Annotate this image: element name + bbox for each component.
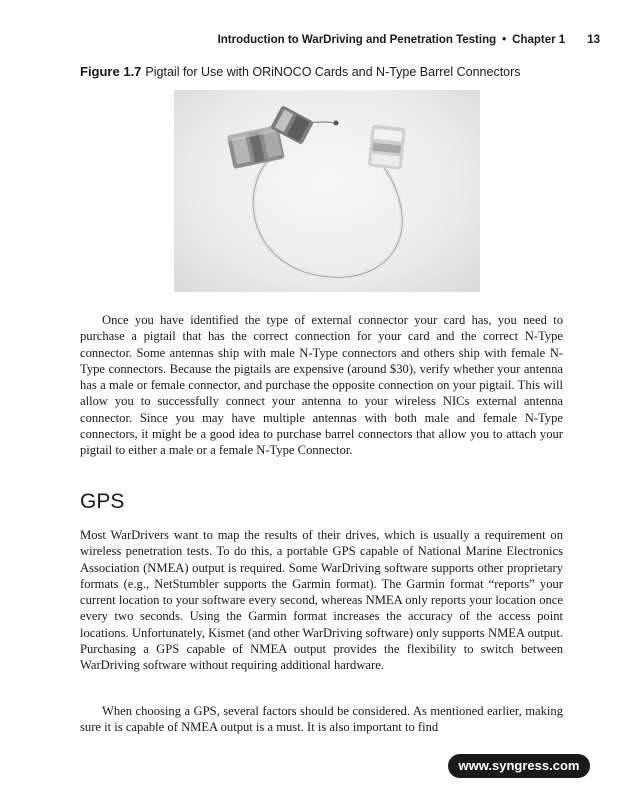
- paragraph-gps-choosing: When choosing a GPS, several factors should be considered. As mentioned earlier, making sure it is capable of NMEA output is a must. It is also important to find: [80, 704, 563, 735]
- right-barrel-connector: [368, 124, 406, 169]
- page-number: 13: [587, 34, 600, 46]
- figure-photo: [174, 90, 480, 292]
- connector-tip: [334, 121, 339, 126]
- figure-caption-text: Pigtail for Use with ORiNOCO Cards and N-Type Barrel Connectors: [145, 65, 521, 79]
- header-separator: •: [502, 34, 507, 46]
- paragraph-pigtail: Once you have identified the type of external connector your card has, you need to purchase a pigtail that has the correct connection for your card and the correct N-Type connector. Some antennas ship with male N-Type connectors and others ship with female N-Type connectors. Because the pigtails are expensive (around $30), verify whether your antenna has a male or female connector, and purchase the opposite connection on your pigtail. This will allow you to successfully connect your antenna to your wireless NICs external antenna connector. Since you may have multiple antennas with both male and female N-Type connectors, it might be a good idea to purchase barrel connectors that allow you to attach your pigtail to either a male or a female N-Type Connector.: [80, 313, 563, 458]
- chapter-label: Chapter 1: [512, 34, 566, 46]
- running-header: [80, 34, 600, 46]
- pigtail-cable: [253, 152, 402, 277]
- pigtail-cable-edge: [253, 152, 402, 277]
- pigtail-illustration: [174, 90, 480, 292]
- website-badge: www.syngress.com: [448, 754, 590, 778]
- running-title: Introduction to WarDriving and Penetration Testing: [217, 34, 497, 46]
- paragraph-gps-intro: Most WarDrivers want to map the results of their drives, which is usually a requirement on wireless penetration tests. To do this, a portable GPS capable of National Marine Electronics Association (NMEA) output is required. Some WarDriving software supports other proprietary formats (e.g., NetStumbler supports the Garmin format). The Garmin format “reports” your current location to your software every second, whereas NMEA only reports your location once every two seconds. Using the Garmin format increases the accuracy of the access point locations. Unfortunately, Kismet (and other WarDriving software) only supports NMEA output. Purchasing a GPS capable of NMEA output provides the flexibility to switch between WarDriving software without requiring additional hardware.: [80, 528, 563, 673]
- left-barrel-connector: [227, 125, 285, 169]
- figure-label: Figure 1.7: [80, 64, 142, 79]
- figure-caption: [80, 64, 580, 79]
- section-heading-gps: GPS: [80, 490, 125, 513]
